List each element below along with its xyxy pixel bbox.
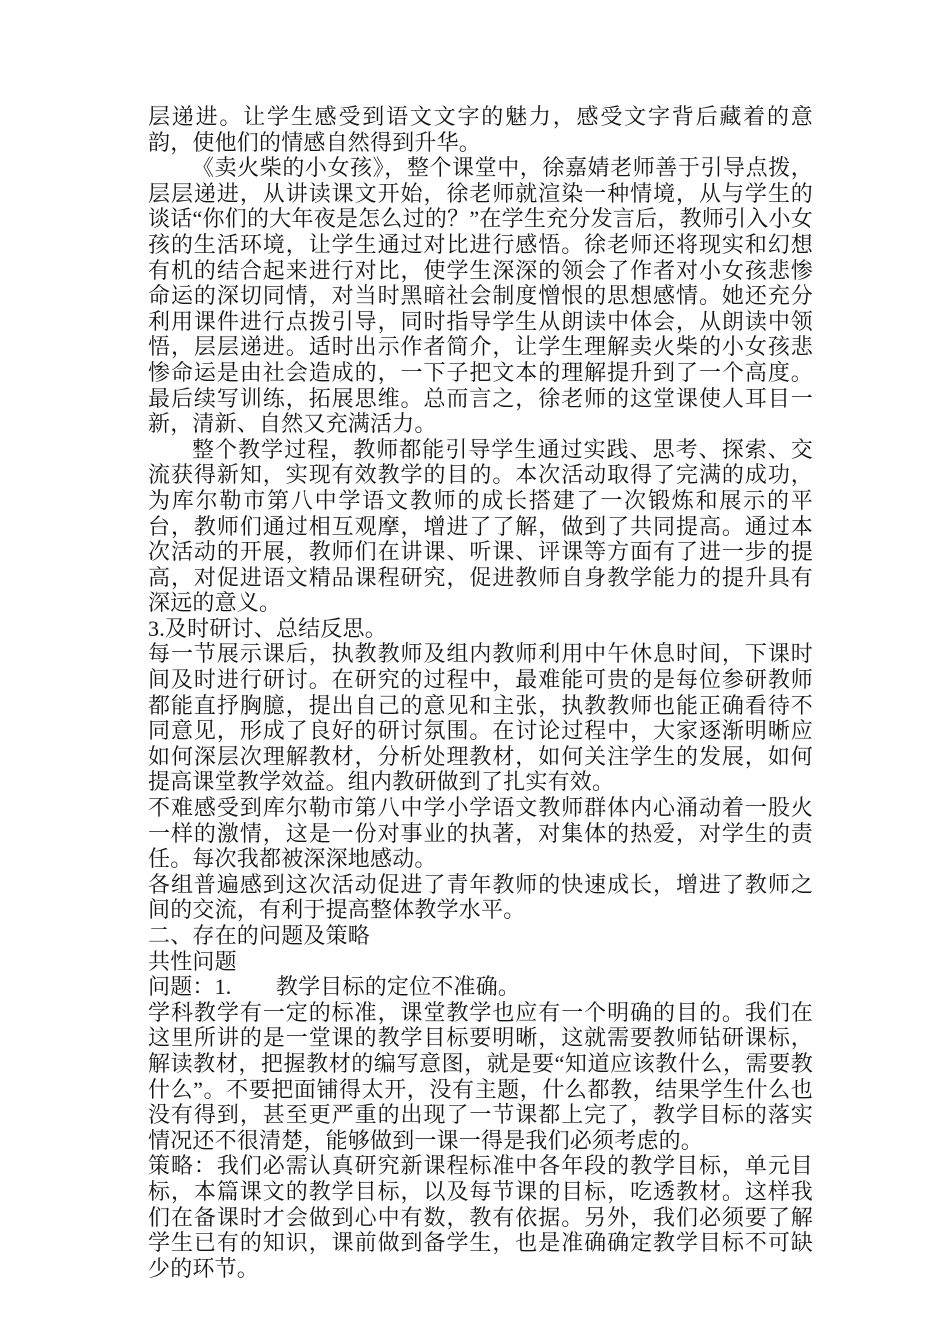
paragraph: 整个教学过程，教师都能引导学生通过实践、思考、探索、交流获得新知，实现有效教学的目的。本次活动取得了完满的成功，为库尔勒市第八中学语文教师的成长搭建了一次锻炼和展示的平台，教师们通过相互观摩，增进了了解，做到了共同提高。通过本次活动的开展，教师们在讲课、听课、评课等方面有了进一步的提高，对促进语文精品课程研究，促进教师自身教学能力的提升具有深远的意义。 [148, 436, 813, 616]
paragraph: 策略：我们必需认真研究新课程标准中各年段的教学目标，单元目标，本篇课文的教学目标，以及每节课的目标，吃透教材。这样我们在备课时才会做到心中有数，教有依据。另外，我们必须要了解学生已有的知识，课前做到备学生，也是准确确定教学目标不可缺少的环节。 [148, 1153, 813, 1281]
paragraph: 问题：1. 教学目标的定位不准确。 [148, 974, 521, 1000]
document-body [148, 104, 813, 1281]
paragraph: 3.及时研讨、总结反思。 [148, 615, 387, 641]
paragraph: 共性问题 [148, 948, 237, 974]
paragraph: 各组普遍感到这次活动促进了青年教师的快速成长，增进了教师之间的交流，有利于提高整体教学水平。 [148, 871, 813, 923]
paragraph: 学科教学有一定的标准，课堂教学也应有一个明确的目的。我们在这里所讲的是一堂课的教学目标要明晰，这就需要教师钻研课标，解读教材，把握教材的编写意图，就是要“知道应该教什么，需要教什么”。不要把面铺得太开，没有主题，什么都教，结果学生什么也没有得到，甚至更严重的出现了一节课都上完了，教学目标的落实情况还不很清楚，能够做到一课一得是我们必须考虑的。 [148, 999, 813, 1153]
paragraph: 每一节展示课后，执教教师及组内教师利用中午休息时间，下课时间及时进行研讨。在研究的过程中，最难能可贵的是每位参研教师都能直抒胸臆，提出自己的意见和主张，执教教师也能正确看待不同意见，形成了良好的研讨氛围。在讨论过程中，大家逐渐明晰应如何深层次理解教材，分析处理教材，如何关注学生的发展，如何提高课堂教学效益。组内教研做到了扎实有效。 [148, 641, 813, 795]
paragraph: 二、存在的问题及策略 [148, 923, 371, 948]
paragraph: 《卖火柴的小女孩》，整个课堂中，徐嘉婧老师善于引导点拨，层层递进，从讲读课文开始，徐老师就渲染一种情境，从与学生的谈话“你们的大年夜是怎么过的？”在学生充分发言后，教师引入小女孩的生活环境，让学生通过对比进行感悟。徐老师还将现实和幻想有机的结合起来进行对比，使学生深深的领会了作者对小女孩悲惨命运的深切同情，对当时黑暗社会制度憎恨的思想感情。她还充分利用课件进行点拨引导，同时指导学生从朗读中体会，从朗读中领悟，层层递进。适时出示作者简介，让学生理解卖火柴的小女孩悲惨命运是由社会造成的，一下子把文本的理解提升到了一个高度。最后续写训练，拓展思维。总而言之，徐老师的这堂课使人耳目一新，清新、自然又充满活力。 [148, 155, 813, 437]
paragraph: 层递进。让学生感受到语文文字的魅力，感受文字背后藏着的意韵，使他们的情感自然得到升华。 [148, 104, 813, 155]
paragraph: 不难感受到库尔勒市第八中学小学语文教师群体内心涌动着一股火一样的激情，这是一份对事业的执著，对集体的热爱，对学生的责任。每次我都被深深地感动。 [148, 795, 813, 872]
